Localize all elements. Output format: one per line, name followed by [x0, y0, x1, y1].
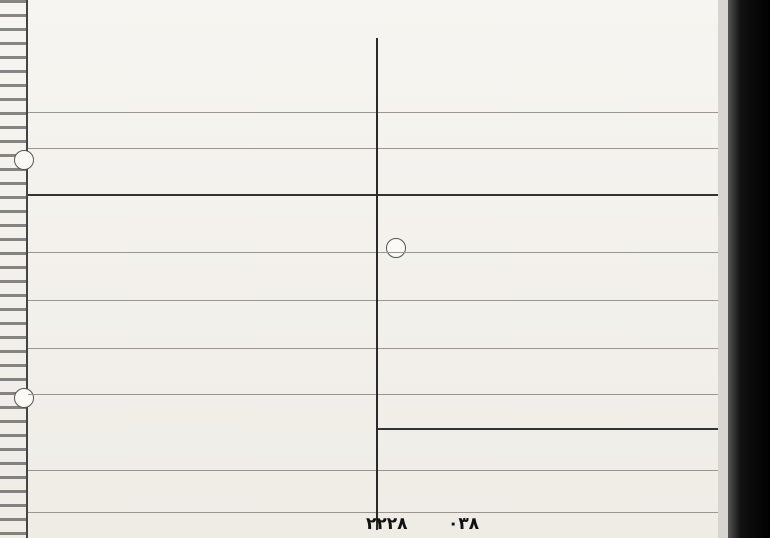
page-number: ٠٣٨	[448, 514, 480, 534]
ruled-line	[28, 300, 718, 301]
ruled-line	[28, 252, 718, 253]
ruled-line	[28, 348, 718, 349]
binder-hole	[14, 388, 34, 408]
ruled-line	[378, 428, 718, 430]
spine-shadow	[728, 0, 770, 538]
ruled-line	[28, 512, 718, 513]
margin-line	[26, 0, 28, 538]
spine-gap	[718, 0, 728, 538]
column-divider	[376, 38, 378, 530]
ruled-line	[28, 148, 718, 149]
ruled-line	[28, 194, 718, 196]
page-number: ٢٢٢٨	[366, 514, 408, 534]
ruled-line	[28, 394, 718, 395]
binder-hole	[386, 238, 406, 258]
binding-edge	[0, 0, 26, 538]
ruled-line	[28, 112, 718, 113]
binder-hole	[14, 150, 34, 170]
ruled-line	[28, 470, 718, 471]
